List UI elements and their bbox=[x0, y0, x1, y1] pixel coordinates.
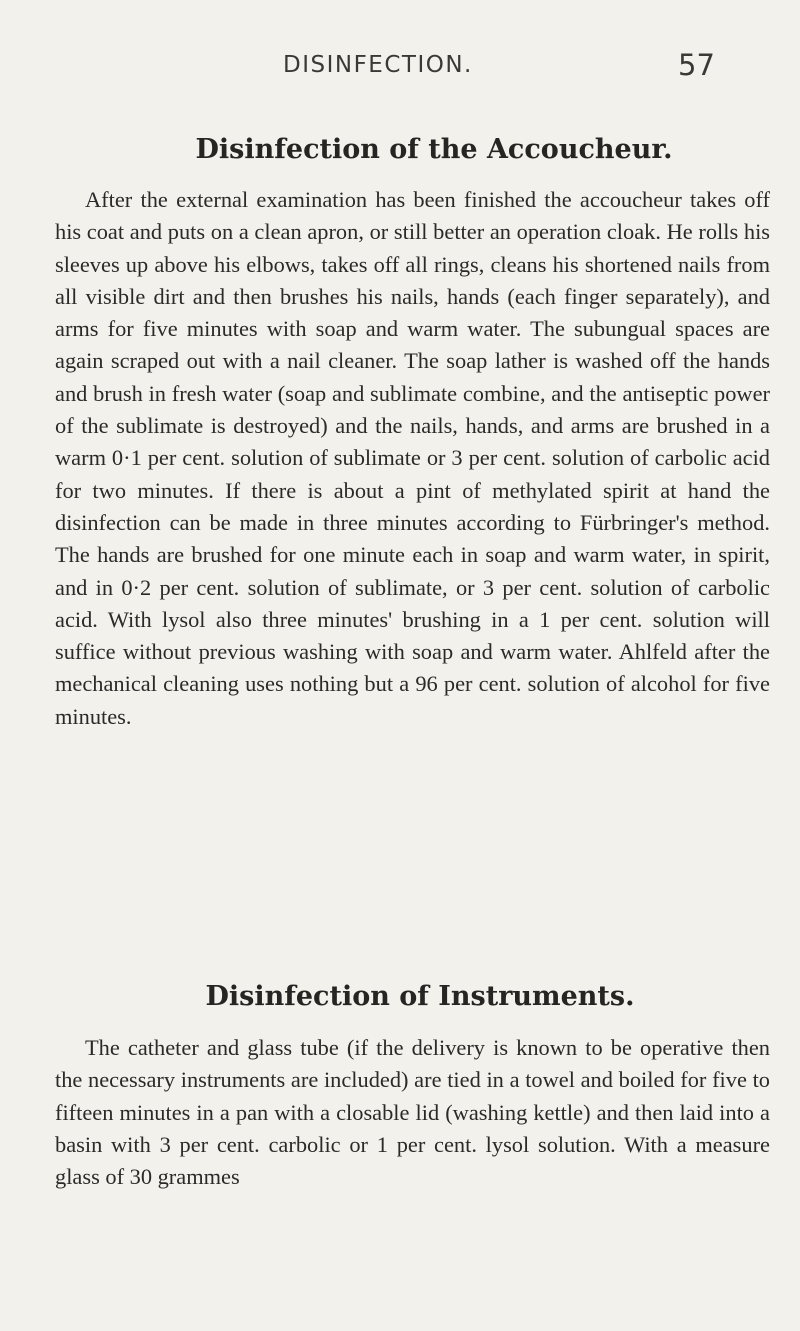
running-head bbox=[0, 48, 800, 88]
paragraph-instruments: The catheter and glass tube (if the delivery is known to be operative then the necessary instruments are included) are tied in a towel and boiled for five to fifteen minutes in a pan with a closable lid (washing kettle) and then laid into a basin with 3 per cent. carbolic or 1 per cent. lysol solution. With a measure glass of 30 grammes bbox=[55, 1035, 770, 1190]
section-heading-instruments: Disinfection of Instruments. bbox=[205, 981, 635, 1012]
paragraph-accoucheur: After the external examination has been finished the accoucheur takes off his coat and puts on a clean apron, or still better an operation cloak. He rolls his sleeves up above his elbows, takes off all rings, cleans his shortened nails from all visible dirt and then brushes his nails, hands (each finger separately), and arms for five minutes with soap and warm water. The subungual spaces are again scraped out with a nail cleaner. The soap lather is washed off the hands and brush in fresh water (soap and sublimate combine, and the antiseptic power of the sublimate is destroyed) and the nails, hands, and arms are brushed in a warm 0·1 per cent. solution of sublimate or 3 per cent. solution of carbolic acid for two minutes. If there is about a pint of methylated spirit at hand the disinfection can be made in three minutes according to Fürbringer's method. The hands are brushed for one minute each in soap and warm water, in spirit, and in 0·2 per cent. solution of sublimate, or 3 per cent. solution of carbolic acid. With lysol also three minutes' brushing in a 1 per cent. solution will suffice without previous washing with soap and warm water. Ahlfeld after the mechanical cleaning uses nothing but a 96 per cent. solution of alcohol for five minutes. bbox=[55, 187, 770, 729]
running-title: DISINFECTION. bbox=[283, 52, 473, 78]
page-number: 57 bbox=[678, 48, 715, 82]
section-heading-accoucheur: Disinfection of the Accoucheur. bbox=[195, 134, 673, 165]
